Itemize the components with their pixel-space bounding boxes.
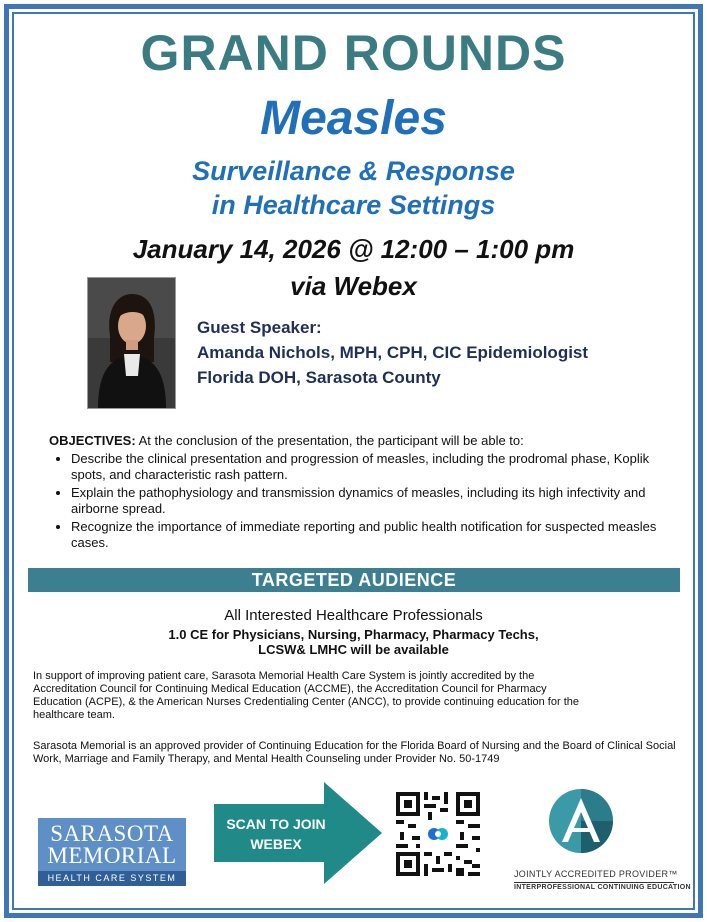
speaker-name: Amanda Nichols, MPH, CPH, CIC Epidemiologist bbox=[197, 343, 589, 362]
scan-to-join-label bbox=[222, 814, 330, 854]
scan-line-2: WEBEX bbox=[250, 836, 302, 852]
speaker-photo bbox=[87, 277, 176, 409]
subtitle-line-2: in Healthcare Settings bbox=[211, 190, 496, 220]
objective-item: • Recognize the importance of immediate reporting and public health notification for suspected measles cases. bbox=[71, 519, 679, 551]
page-title: GRAND ROUNDS bbox=[140, 25, 567, 81]
subtitle-line-1: Surveillance & Response bbox=[192, 156, 515, 186]
ce-line-1: 1.0 CE for Physicians, Nursing, Pharmacy, Pharmacy Techs, bbox=[168, 627, 539, 642]
speaker-label: Guest Speaker: bbox=[197, 318, 322, 337]
event-venue: via Webex bbox=[290, 271, 417, 301]
interprofessional-ce-label: INTERPROFESSIONAL CONTINUING EDUCATION bbox=[514, 884, 691, 891]
logo-text-system: HEALTH CARE SYSTEM bbox=[38, 871, 186, 886]
audience-text: All Interested Healthcare Professionals bbox=[224, 607, 483, 624]
qr-code-icon[interactable] bbox=[396, 792, 480, 876]
sarasota-memorial-logo bbox=[38, 818, 186, 886]
joint-accreditation-logo-icon bbox=[548, 788, 614, 854]
logo-text-sarasota: SARASOTA bbox=[50, 821, 174, 846]
speaker-portrait-icon bbox=[88, 278, 175, 408]
speaker-organization: Florida DOH, Sarasota County bbox=[197, 368, 441, 387]
subtitle bbox=[0, 154, 707, 222]
targeted-audience-band: TARGETED AUDIENCE bbox=[28, 568, 680, 592]
objectives-intro bbox=[49, 433, 679, 449]
objectives-list bbox=[49, 451, 679, 551]
logo-text-memorial: MEMORIAL bbox=[47, 843, 177, 868]
objectives-intro-text: At the conclusion of the presentation, the participant will be able to: bbox=[135, 433, 524, 448]
speaker-info bbox=[197, 315, 677, 390]
scan-line-1: SCAN TO JOIN bbox=[226, 816, 326, 832]
ce-credit-info bbox=[0, 627, 707, 657]
objectives-heading: OBJECTIVES: bbox=[49, 433, 136, 448]
event-date: January 14, 2026 @ 12:00 – 1:00 pm bbox=[132, 234, 575, 264]
objective-item: • Explain the pathophysiology and transmission dynamics of measles, including its high infectivity and airborne spread. bbox=[71, 485, 679, 517]
objective-item: • Describe the clinical presentation and progression of measles, including the prodromal phase, Koplik spots, and characteristic rash pattern. bbox=[71, 451, 679, 483]
accreditation-paragraph: In support of improving patient care, Sarasota Memorial Health Care System is jointly accredited by the Accreditation Council for Continuing Medical Education (ACCME), the Accreditation Council for Pharmacy Education (ACPE), & the American Nurses Credentialing Center (ANCC), to provide continuing education for the healthcare team. bbox=[33, 670, 579, 721]
topic-title: Measles bbox=[260, 92, 447, 145]
ce-line-2: LCSW& LMHC will be available bbox=[258, 642, 449, 657]
objectives-section bbox=[49, 433, 679, 553]
provider-paragraph: Sarasota Memorial is an approved provider of Continuing Education for the Florida Board of Nursing and the Board of Clinical Social Work, Marriage and Family Therapy, and Mental Health Counseling under Provider No. 50-1749 bbox=[33, 740, 676, 765]
jointly-accredited-label: JOINTLY ACCREDITED PROVIDER™ bbox=[514, 869, 678, 879]
